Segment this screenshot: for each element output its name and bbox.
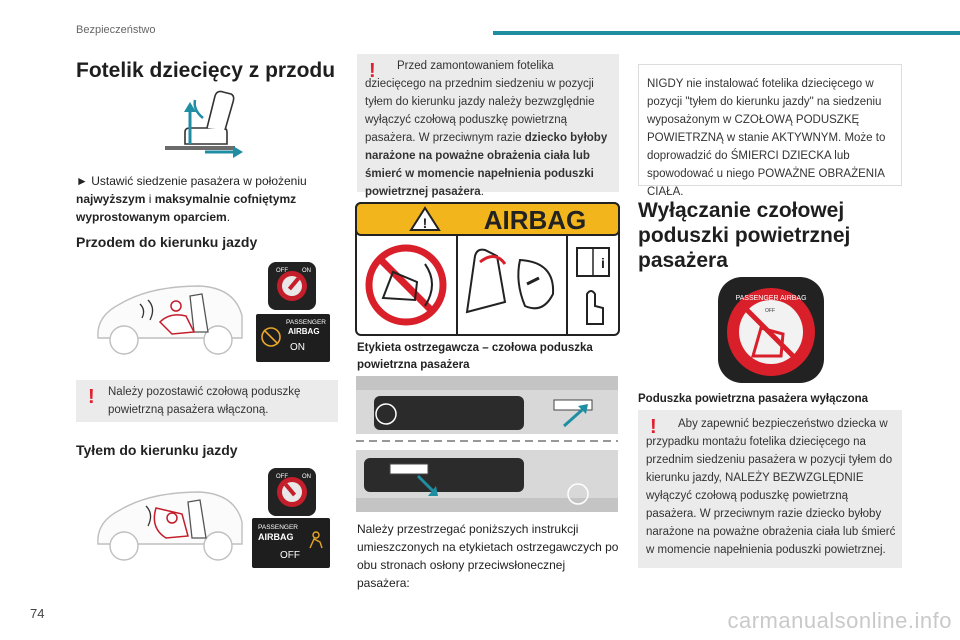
page-number: 74 bbox=[30, 606, 45, 621]
rear-facing-warning-box bbox=[357, 54, 619, 198]
instruction-end: . bbox=[226, 210, 231, 224]
middle-warning-text bbox=[365, 57, 613, 201]
svg-text:!: ! bbox=[422, 215, 428, 231]
middle-warning-end: . bbox=[480, 186, 484, 198]
instruction-bold-2: maksymalnie cofniętymz wyprostowanym oparciem bbox=[76, 192, 297, 224]
forward-warning-box bbox=[76, 380, 338, 422]
bullet-arrow: ► bbox=[76, 174, 88, 188]
forward-warning-text: Należy pozostawić czołową poduszkę powietrzną pasażera włączoną. bbox=[108, 386, 301, 416]
right-warning-text: Aby zapewnić bezpieczeństwo dziecka w przypadku montażu fotelika dziecięcego na przednim siedzeniu pasażera w pozycji tyłem do kierunku jazdy, NALEŻY BEZWZGLĘDNIE wyłączyć czołową poduszkę powietrzną pasażera. W przeciwnym razie dziecko byłoby narażone na poważne obrażenia ciała lub śmierć w momencie napełnienia poduszki powietrznej. bbox=[646, 418, 896, 556]
seat-instruction bbox=[76, 172, 321, 226]
middle-warning-bold: dziecko byłoby narażone na poważne obrażenia ciała lub śmierć w momencie napełnienia poduszki powietrznej pasażera bbox=[365, 132, 608, 198]
airbag-switch-off-icon bbox=[268, 468, 316, 516]
never-install-box: NIGDY nie instalować fotelika dziecięcego w pozycji "tyłem do kierunku jazdy" na siedzeniu wyposażonym w CZOŁOWĄ PODUSZKĘ POWIETRZNĄ w stanie AKTYWNYM. Może to doprowadzić do ŚMIERCI DZIECKA lub spowodować u niego POWAŻNE OBRAŻENIA CIAŁA. bbox=[638, 64, 902, 186]
passenger-icon bbox=[306, 530, 326, 550]
right-title: Wyłączanie czołowej poduszki powietrznej pasażera bbox=[638, 199, 851, 272]
indicator-line2: AIRBAG bbox=[288, 327, 320, 336]
instruction-bold-1: najwyższym bbox=[76, 192, 146, 206]
rear-facing-car-illustration bbox=[90, 478, 250, 568]
indicator-line1-rear: PASSENGER bbox=[258, 524, 298, 531]
switch-off-label: OFF bbox=[276, 268, 288, 274]
visor-instructions-text: Należy przestrzegać poniższych instrukcji umieszczonych na etykietach ostrzegawczych po obu stronach osłony przeciwsłonecznej pasażera: bbox=[357, 522, 619, 590]
passenger-airbag-off-icon bbox=[717, 276, 825, 384]
sun-visor-photos bbox=[356, 376, 618, 512]
instruction-mid: i bbox=[148, 192, 152, 206]
header-rule bbox=[493, 31, 960, 35]
airbag-off-caption: Poduszka powietrzna pasażera wyłączona bbox=[638, 393, 869, 405]
passenger-airbag-off-indicator bbox=[252, 518, 330, 568]
switch-off-label-rear: OFF bbox=[276, 474, 288, 480]
icon-off-text: OFF bbox=[765, 308, 775, 314]
indicator-line2-rear: AIRBAG bbox=[258, 532, 294, 542]
indicator-state-off: OFF bbox=[280, 550, 300, 561]
rear-title: Tyłem do kierunku jazdy bbox=[76, 442, 238, 458]
child-seat-crossed-icon bbox=[260, 326, 282, 348]
passenger-airbag-on-indicator bbox=[256, 314, 330, 362]
warning-icon: ! bbox=[88, 386, 95, 408]
svg-text:i: i bbox=[601, 255, 605, 271]
airbag-label-text: AIRBAG bbox=[483, 205, 587, 235]
airbag-warning-label bbox=[355, 202, 620, 336]
icon-passenger-airbag-text: PASSENGER AIRBAG bbox=[735, 295, 807, 302]
airbag-switch-on-icon bbox=[268, 262, 316, 310]
switch-on-label-rear: ON bbox=[302, 474, 311, 480]
airbag-label-caption: Etykieta ostrzegawcza – czołowa poduszka powietrzna pasażera bbox=[357, 342, 593, 371]
middle-warning-normal: Przed zamontowaniem fotelika dziecięcego na przednim siedzeniu w pozycji tyłem do kierunku jazdy należy bezwzględnie wyłączyć czołową poduszkę powietrzną pasażera. W przeciwnym razie bbox=[365, 60, 595, 144]
watermark: carmanualsonline.info bbox=[727, 608, 952, 633]
forward-title: Przodem do kierunku jazdy bbox=[76, 234, 258, 250]
seat-adjust-illustration bbox=[145, 88, 245, 160]
left-title: Fotelik dziecięcy z przodu bbox=[76, 59, 336, 82]
forward-facing-car-illustration bbox=[90, 272, 250, 362]
indicator-line1: PASSENGER bbox=[286, 319, 326, 326]
warning-icon-right: ! bbox=[650, 416, 657, 438]
indicator-state-on: ON bbox=[290, 342, 305, 353]
section-header: Bezpieczeństwo bbox=[76, 24, 156, 36]
instruction-pre: Ustawić siedzenie pasażera w położeniu bbox=[91, 174, 307, 188]
right-warning-box bbox=[638, 410, 902, 568]
warning-icon-middle: ! bbox=[369, 60, 376, 82]
switch-on-label: ON bbox=[302, 268, 311, 274]
